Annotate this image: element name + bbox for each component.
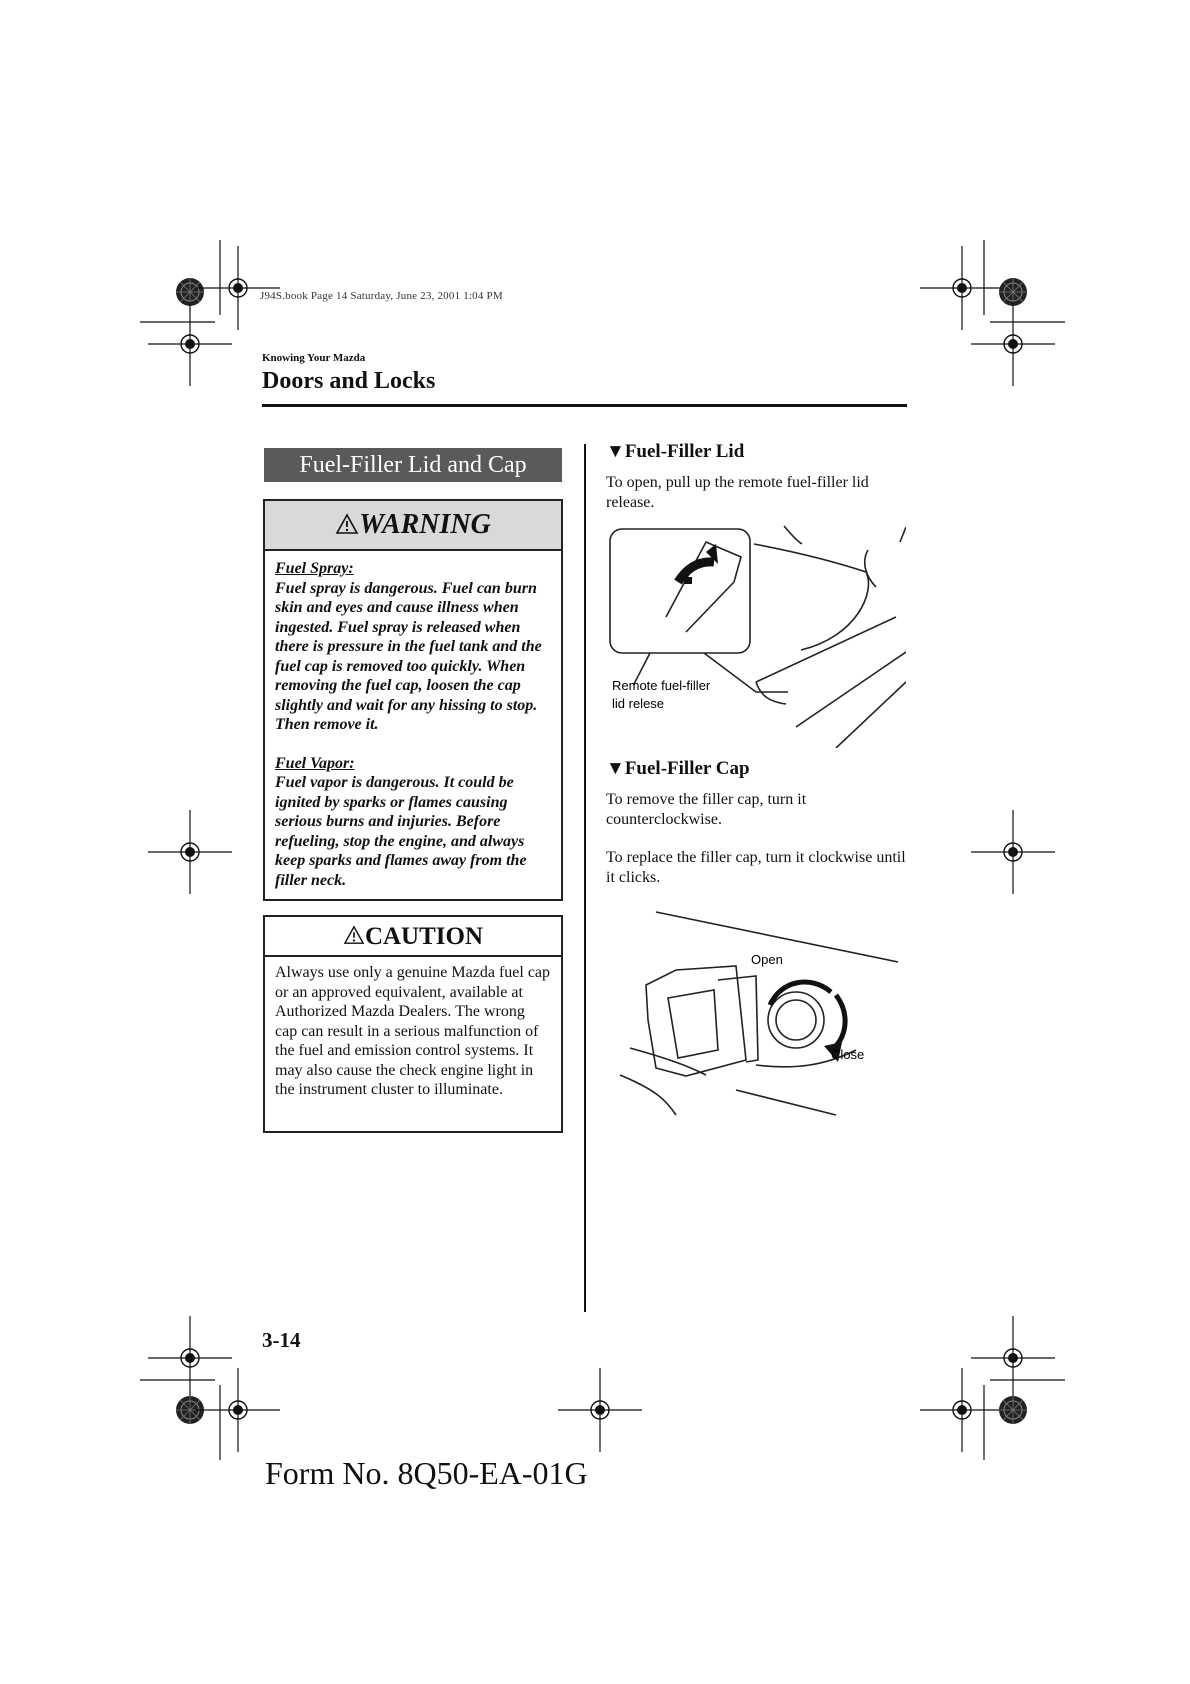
warning-box bbox=[263, 499, 563, 901]
column-divider bbox=[584, 444, 586, 1312]
lid-heading: ▼Fuel-Filler Lid bbox=[606, 441, 745, 462]
caution-text: Always use only a genuine Mazda fuel cap or an approved equivalent, available at Authorized Mazda Dealers. The wrong cap can result in a serious malfunction of the fuel and emission control systems. It may also cause the check engine light in the instrument cluster to illuminate. bbox=[275, 964, 551, 1098]
title-rule bbox=[262, 404, 907, 407]
section-heading: Fuel-Filler Lid and Cap bbox=[264, 448, 562, 482]
caution-header bbox=[265, 917, 561, 957]
close-label: Close bbox=[831, 1047, 865, 1062]
lid-figure-label: Remote fuel-filler bbox=[612, 678, 711, 693]
cap-text-remove: To remove the filler cap, turn it counterclockwise. bbox=[606, 791, 807, 828]
down-triangle-icon: ▼ bbox=[606, 758, 625, 779]
caution-title: CAUTION bbox=[364, 923, 484, 950]
cap-text-replace: To replace the filler cap, turn it clockwise until it clicks. bbox=[606, 849, 906, 886]
lid-figure-label: lid relese bbox=[612, 696, 665, 711]
book-info-line: J94S.book Page 14 Saturday, June 23, 2001 1:04 PM bbox=[260, 290, 503, 302]
page-title: Doors and Locks bbox=[262, 368, 436, 394]
warning-text: Fuel spray is dangerous. Fuel can burn skin and eyes and cause illness when ingested. Fuel spray is released when there is pressure in the fuel tank and the fuel cap is removed too quickly. When removing the fuel cap, loosen the cap slightly and wait for any hissing to stop. Then remove it. bbox=[275, 579, 542, 733]
warning-body bbox=[265, 551, 561, 898]
cap-heading: ▼Fuel-Filler Cap bbox=[606, 758, 750, 779]
warning-subtitle: Fuel Vapor: bbox=[275, 754, 355, 772]
page-number: 3-14 bbox=[262, 1328, 301, 1352]
lid-text: To open, pull up the remote fuel-filler lid release. bbox=[606, 474, 869, 511]
fuel-lid-release-illustration bbox=[606, 522, 906, 748]
warning-title: WARNING bbox=[359, 509, 491, 540]
caution-box bbox=[263, 915, 563, 1133]
fuel-cap-illustration bbox=[606, 900, 906, 1126]
open-label: Open bbox=[751, 952, 783, 967]
warning-triangle-icon bbox=[343, 925, 365, 945]
warning-text: Fuel vapor is dangerous. It could be ignited by sparks or flames causing serious burns and injuries. Before refueling, stop the engine, and always keep sparks and flames away from the filler neck. bbox=[275, 774, 527, 889]
warning-subtitle: Fuel Spray: bbox=[275, 560, 354, 577]
form-number: Form No. 8Q50-EA-01G bbox=[265, 1455, 588, 1491]
warning-triangle-icon bbox=[335, 513, 359, 535]
section-label: Knowing Your Mazda bbox=[262, 352, 366, 364]
down-triangle-icon: ▼ bbox=[606, 441, 625, 462]
warning-header bbox=[265, 501, 561, 551]
